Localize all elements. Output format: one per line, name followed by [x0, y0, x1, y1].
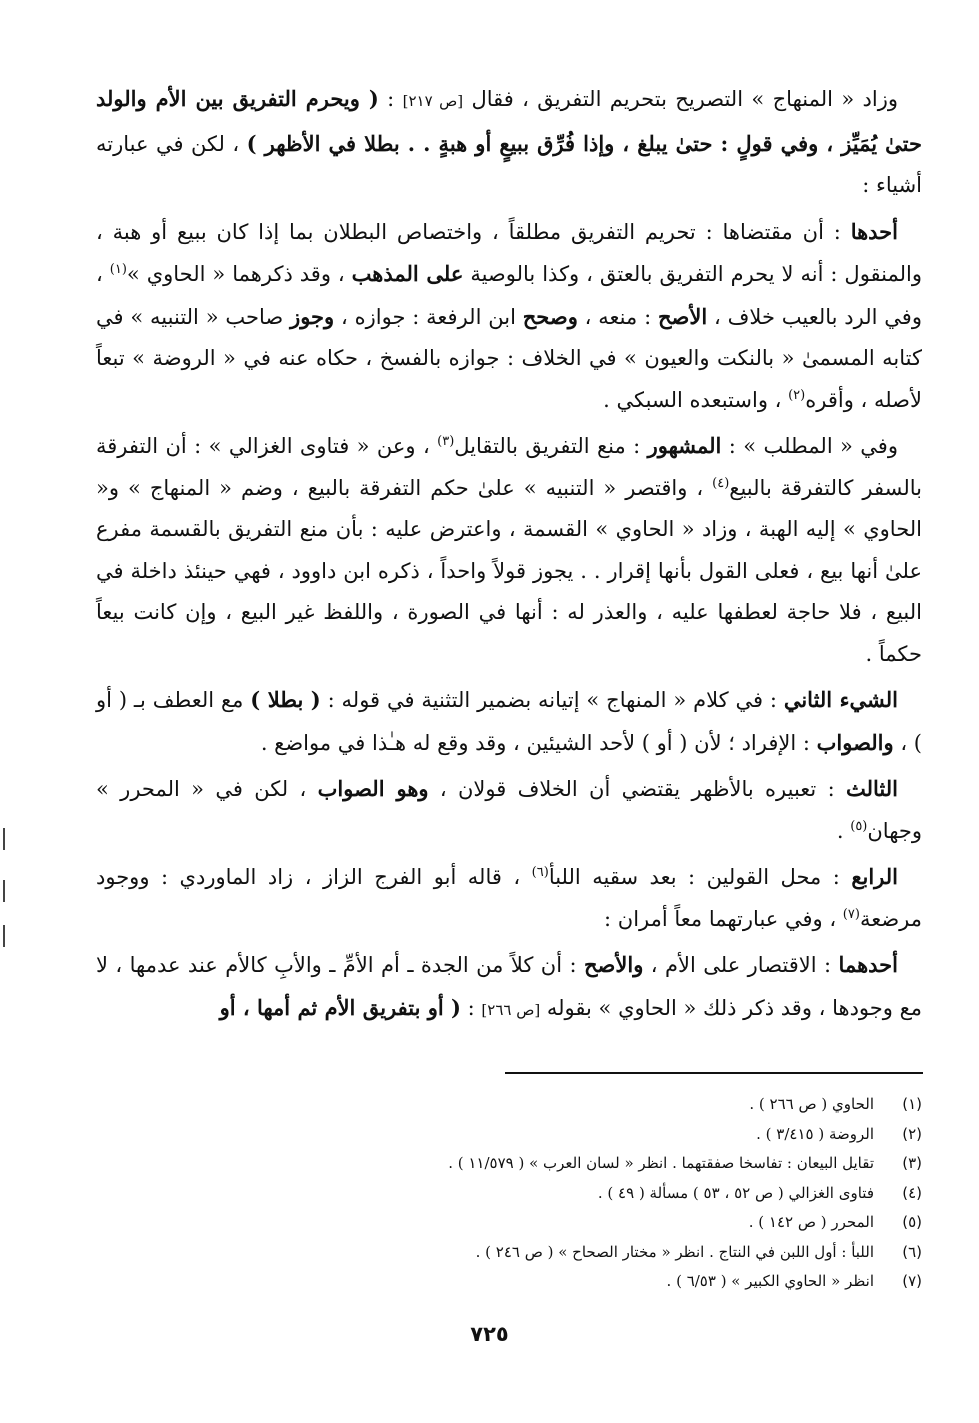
- quoted-text: ( أو بتفريق الأم ثم أمها ، أو: [219, 994, 461, 1020]
- footnotes: [96, 1090, 922, 1297]
- page-reference: [ص ٢٦٦]: [481, 1000, 541, 1019]
- text-run: ، قاله أبو الفرج الزاز ، زاد الماوردي : ووجود مرضعة: [96, 865, 922, 931]
- text-run: : تعبيره بالأظهر يقتضي أن الخلاف قولان ،: [428, 777, 846, 801]
- text-run: : محل القولين : بعد سقيه اللبأ: [548, 865, 852, 889]
- paragraph-5: [96, 768, 922, 852]
- emphasis: وصحح: [522, 303, 578, 329]
- footnote-number: (٣): [902, 1154, 922, 1172]
- text-run: : منعه ،: [577, 304, 658, 329]
- footnote-number: (٥): [902, 1213, 922, 1231]
- text-run: : في كلام « المنهاج » إتيانه بضمير التثنية في قوله :: [320, 688, 784, 712]
- lead-word: أحدهما: [838, 952, 898, 977]
- footnote-marker[interactable]: (٥): [850, 818, 868, 834]
- scan-margin-mark: [3, 880, 5, 902]
- lead-word: الرابع: [851, 864, 899, 889]
- lead-word: الثالث: [846, 776, 898, 801]
- footnote-text: المحرر ( ص ١٤٢ ) .: [748, 1213, 874, 1231]
- footnote-text: الحاوي ( ص ٢٦٦ ) .: [749, 1095, 874, 1113]
- emphasis: وجوز: [290, 303, 335, 329]
- text-run: :: [460, 995, 482, 1020]
- footnote-text: الروضة ( ٣/٤١٥ ) .: [756, 1124, 874, 1143]
- text-run: وزاد « المنهاج » التصريح بتحريم التفريق ، فقال: [463, 87, 898, 111]
- emphasis: على المذهب: [351, 261, 464, 286]
- footnote-number: (١): [902, 1095, 922, 1113]
- paragraph-1: [96, 78, 922, 207]
- emphasis: والأصح: [584, 952, 644, 977]
- emphasis: الأصح: [658, 303, 708, 329]
- text-run: ، وعن « فتاوى الغزالي » : أن التفرقة بالسفر كالتفرقة بالبيع: [96, 434, 922, 500]
- paragraph-7: [96, 944, 922, 1031]
- paragraph-6: [96, 856, 922, 940]
- footnote-item: [96, 1149, 922, 1179]
- text-run: :: [378, 87, 403, 111]
- paragraph-2: [96, 211, 922, 422]
- footnote-item: [96, 1120, 922, 1150]
- footnote-marker[interactable]: (٦): [531, 865, 549, 880]
- scan-margin-mark: [3, 925, 5, 947]
- footnote-text: اللبأ : أول اللبن في النتاج . انظر « مختار الصحاح » ( ص ٢٤٦ ) .: [475, 1242, 874, 1261]
- text-run: : الإفراد ؛ لأن ( أو ) لأحد الشيئين ، وقد وقع له هـٰذا في مواضع .: [260, 730, 817, 755]
- footnote-item: [96, 1238, 922, 1268]
- text-run: ، لكن في عبارته أشياء :: [96, 131, 922, 197]
- footnote-number: (٤): [902, 1183, 922, 1202]
- footnote-text: تقايل البيعان : تفاسخا صفقتهما . انظر « لسان العرب » ( ١١/٥٧٩ ) .: [448, 1154, 874, 1172]
- footnote-marker[interactable]: (٣): [437, 434, 455, 449]
- footnote-text: انظر « الحاوي الكبير » ( ٦/٥٣ ) .: [666, 1272, 874, 1290]
- text-run: : منع التفريق بالتقايل: [454, 434, 648, 458]
- footnote-item: [96, 1179, 922, 1209]
- page-number: ٧٢٥: [470, 1322, 509, 1346]
- emphasis: المشهور: [647, 433, 722, 458]
- footnote-number: (٢): [902, 1124, 922, 1143]
- lead-word: أحدها: [850, 218, 898, 244]
- text-run: : أن مقتضاها : تحريم التفريق مطلقاً ، واختصاص البطلان بما إذا كان ببيع أو هبة ، والمنقول : أنه لا يحرم التفريق بالعتق ، وكذا بالوصية: [96, 219, 923, 286]
- text-run: ابن الرفعة : جوازه ،: [334, 304, 523, 329]
- scan-margin-mark: [3, 828, 5, 850]
- text-run: ، وفي الرد بالعيب خلاف ،: [96, 262, 922, 329]
- footnote-marker[interactable]: (٧): [842, 906, 860, 922]
- main-text: [96, 78, 922, 1035]
- footnote-item: [96, 1208, 922, 1238]
- text-run: ، واقتصر « التنبيه » علىٰ حكم التفرقة بالبيع ، وضم « المنهاج » و« الحاوي » إليه الهبة ، وزاد « الحاوي » القسمة ، واعترض عليه : بأن منع التفريق بالقسمة مفرع علىٰ أنها بيع ، فعلى القول بأنها إقرار . . يجوز قولاً واحداً ، ذكره ابن داوود ، فهي حينئذ داخلة في البيع ، فلا حاجة لعطفها عليه ، والعذر له : أنها في الصورة ، واللفظ غير البيع ، وإن كانت بيعاً حكماً .: [96, 475, 922, 666]
- footnote-marker[interactable]: (٢): [788, 387, 806, 403]
- paragraph-4: [96, 679, 922, 764]
- footnote-item: [96, 1090, 922, 1120]
- footnote-marker[interactable]: (١): [109, 262, 127, 277]
- text-run: .: [836, 818, 851, 843]
- text-run: ، لكن في « المحرر » وجهان: [96, 777, 922, 843]
- footnote-item: [96, 1267, 922, 1297]
- emphasis: وهو الصواب: [317, 776, 429, 801]
- footnote-number: (٧): [902, 1272, 922, 1290]
- quoted-text: ( ويحرم التفريق بين الأم والولد حتىٰ يُمَيِّز ، وفي قولٍ : حتىٰ يبلغ ، وإذا فُرِّق ببيعٍ أو هبةٍ . . بطلا في الأظهر ): [96, 86, 923, 156]
- text-run: : الاقتصار على الأم ،: [643, 953, 839, 977]
- quoted-text: ( بطلا ): [250, 687, 321, 712]
- lead-word: الشيء الثاني: [783, 687, 898, 712]
- footnote-marker[interactable]: (٤): [712, 475, 730, 491]
- footnote-number: (٦): [902, 1242, 922, 1261]
- text-run: صاحب « التنبيه » في كتابه المسمىٰ « بالنكت والعيون » في الخلاف : جوازه بالفسخ ، حكاه عنه في « الروضة » تبعاً لأصله ، وأقره: [96, 304, 922, 412]
- page-reference: [ص ٢١٧]: [402, 92, 464, 110]
- text-run: ، وقد ذكرهما « الحاوي »: [126, 262, 352, 286]
- text-run: : أن كلاً من الجدة ـ أم الأمِّ ـ والأبِ كالأم عند عدمها ، لا مع وجودها ، وقد ذكر ذلك « الحاوي » بقوله: [96, 953, 922, 1020]
- paragraph-3: [96, 425, 922, 675]
- text-run: مع العطف بـ ( أو ) ،: [96, 688, 922, 755]
- text-run: وفي « المطلب » :: [721, 434, 898, 458]
- footnote-separator: [505, 1072, 923, 1074]
- footnote-text: فتاوى الغزالي ( ص ٥٢ ، ٥٣ ) مسألة ( ٤٩ ) .: [597, 1183, 874, 1202]
- emphasis: والصواب: [816, 729, 894, 755]
- text-run: ، واستبعده السبكي .: [603, 387, 789, 412]
- text-run: ، وفي عبارتهما معاً أمران :: [604, 906, 843, 931]
